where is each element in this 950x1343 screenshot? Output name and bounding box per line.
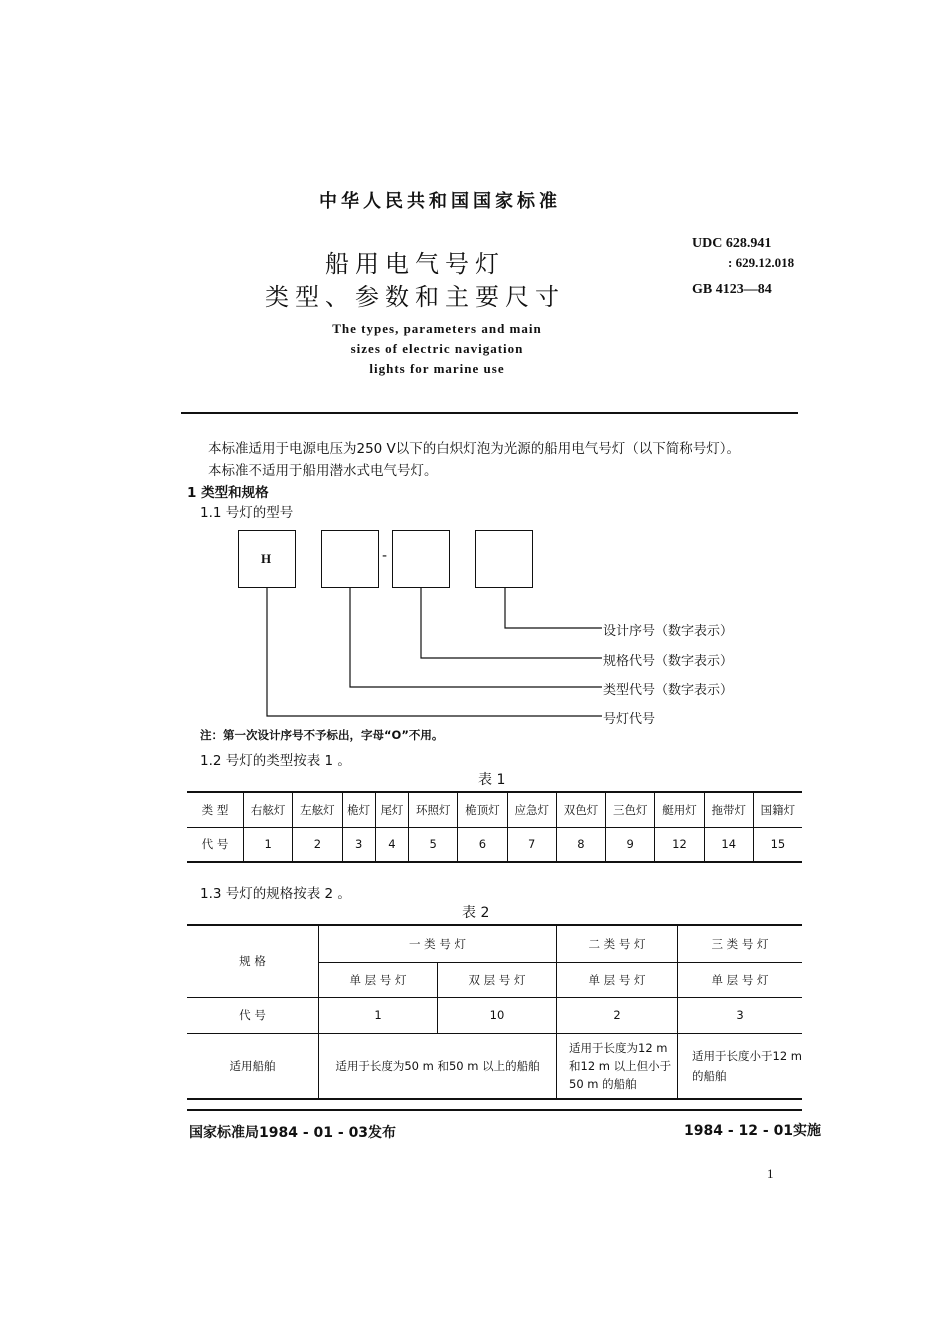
table-2-ships-class-3-line: 适用于长度小于12 m xyxy=(692,1048,802,1063)
label-lamp-code: 号灯代号 xyxy=(603,712,656,727)
table-2-ships-row xyxy=(187,1033,802,1099)
table-2-class-1-header: 一 类 号 灯 xyxy=(319,925,557,962)
title-line-1: 船用电气号灯 xyxy=(325,250,505,278)
table-2-ships-class-2-line: 和12 m 以上但小于 xyxy=(569,1058,672,1073)
table-2-ships-label: 适用船舶 xyxy=(187,1033,319,1099)
table-2-spec-label: 规 格 xyxy=(187,925,319,997)
table-2-class-1-single: 单 层 号 灯 xyxy=(319,962,438,997)
diagram-note: 注：第一次设计序号不予标出，字母“O”不用。 xyxy=(200,728,444,742)
table-1-code-cell: 4 xyxy=(375,827,408,862)
table-1-code-cell: 14 xyxy=(704,827,753,862)
table-1-code-cell: 3 xyxy=(342,827,375,862)
table-1-type-cell: 左舷灯 xyxy=(293,792,342,827)
table-2-code-row xyxy=(187,997,802,1033)
section-1-2-heading: 1.2 号灯的类型按表 1 。 xyxy=(200,753,351,769)
table-2-ships-class-2-line: 50 m 的船舶 xyxy=(569,1076,637,1091)
table-1-type-cell: 国籍灯 xyxy=(753,792,802,827)
table-1-code-cell: 7 xyxy=(507,827,556,862)
table-1-code-cell: 2 xyxy=(293,827,342,862)
table-1-code-cell: 8 xyxy=(556,827,605,862)
table-1-type-cell: 桅灯 xyxy=(342,792,375,827)
table-1 xyxy=(187,791,802,863)
table-1-type-cell: 环照灯 xyxy=(409,792,458,827)
table-1-code-cell: 1 xyxy=(244,827,293,862)
gb-number: GB 4123—84 xyxy=(692,282,772,297)
table-2 xyxy=(187,924,802,1100)
table-1-code-cell: 6 xyxy=(458,827,507,862)
model-box-h-letter: H xyxy=(261,551,272,566)
table-1-type-cell: 三色灯 xyxy=(606,792,655,827)
leader-line-spec-code xyxy=(421,588,602,658)
table-2-code-cell: 10 xyxy=(437,997,556,1033)
table-1-type-row xyxy=(187,792,802,827)
table-2-code-cell: 1 xyxy=(319,997,438,1033)
table-2-ships-class-2 xyxy=(557,1033,678,1099)
udc-code: UDC 628.941 xyxy=(692,236,772,251)
intro-paragraph-1: 本标准适用于电源电压为250 V以下的白炽灯泡为光源的船用电气号灯（以下简称号灯）。 xyxy=(208,441,741,457)
table-1-type-cell: 应急灯 xyxy=(507,792,556,827)
table-2-code-cell: 3 xyxy=(678,997,803,1033)
title-line-2: 类型、参数和主要尺寸 xyxy=(265,283,565,311)
table-2-ships-class-3-line: 的船舶 xyxy=(692,1068,727,1083)
label-design-serial: 设计序号（数字表示） xyxy=(603,624,734,639)
table-1-code-cell: 5 xyxy=(409,827,458,862)
section-1-3-heading: 1.3 号灯的规格按表 2 。 xyxy=(200,886,351,902)
table-1-code-cell: 15 xyxy=(753,827,802,862)
table-2-ships-class-1: 适用于长度为50 m 和50 m 以上的船舶 xyxy=(319,1033,557,1099)
table-2-code-label: 代 号 xyxy=(187,997,319,1033)
section-1-1-heading: 1.1 号灯的型号 xyxy=(200,505,294,521)
label-type-code: 类型代号（数字表示） xyxy=(603,683,734,698)
issuer-statement: 国家标准局1984 - 01 - 03发布 xyxy=(189,1125,397,1141)
section-1-heading: 1 类型和规格 xyxy=(187,485,269,501)
table-1-code-row xyxy=(187,827,802,862)
table-1-type-cell: 尾灯 xyxy=(375,792,408,827)
leader-line-design-serial xyxy=(505,588,602,628)
table-2-ships-class-2-line: 适用于长度为12 m xyxy=(569,1040,668,1055)
table-1-type-cell: 艇用灯 xyxy=(655,792,704,827)
table-1-caption: 表 1 xyxy=(478,772,506,788)
table-1-type-cell: 右舷灯 xyxy=(244,792,293,827)
table-2-class-1-double: 双 层 号 灯 xyxy=(437,962,556,997)
standard-type-heading: 中华人民共和国国家标准 xyxy=(319,191,561,212)
leader-line-type-code xyxy=(350,588,602,687)
model-dash: - xyxy=(382,548,388,564)
footer-rule xyxy=(187,1109,802,1111)
table-2-class-3-header: 三 类 号 灯 xyxy=(678,925,803,962)
table-1-type-cell: 桅顶灯 xyxy=(458,792,507,827)
table-1-row-label-type: 类 型 xyxy=(187,792,244,827)
page-number: 1 xyxy=(767,1166,774,1181)
english-title-line-2: sizes of electric navigation xyxy=(350,341,524,356)
table-2-header-row-1 xyxy=(187,925,802,962)
table-2-class-3-single: 单 层 号 灯 xyxy=(678,962,803,997)
table-1-code-cell: 12 xyxy=(655,827,704,862)
table-2-code-cell: 2 xyxy=(557,997,678,1033)
label-spec-code: 规格代号（数字表示） xyxy=(603,654,734,669)
udc-subcode: : 629.12.018 xyxy=(728,255,795,270)
table-2-caption: 表 2 xyxy=(462,905,490,921)
english-title-line-3: lights for marine use xyxy=(369,361,505,376)
table-2-class-2-header: 二 类 号 灯 xyxy=(557,925,678,962)
table-1-type-cell: 双色灯 xyxy=(556,792,605,827)
table-1-row-label-code: 代 号 xyxy=(187,827,244,862)
table-2-ships-class-3 xyxy=(678,1033,803,1099)
table-2-class-2-single: 单 层 号 灯 xyxy=(557,962,678,997)
leader-line-lamp-code xyxy=(267,588,602,716)
intro-paragraph-2: 本标准不适用于船用潜水式电气号灯。 xyxy=(208,463,438,479)
table-1-type-cell: 拖带灯 xyxy=(704,792,753,827)
table-1-code-cell: 9 xyxy=(606,827,655,862)
english-title-line-1: The types, parameters and main xyxy=(332,321,542,336)
effective-date: 1984 - 12 - 01实施 xyxy=(684,1123,822,1139)
